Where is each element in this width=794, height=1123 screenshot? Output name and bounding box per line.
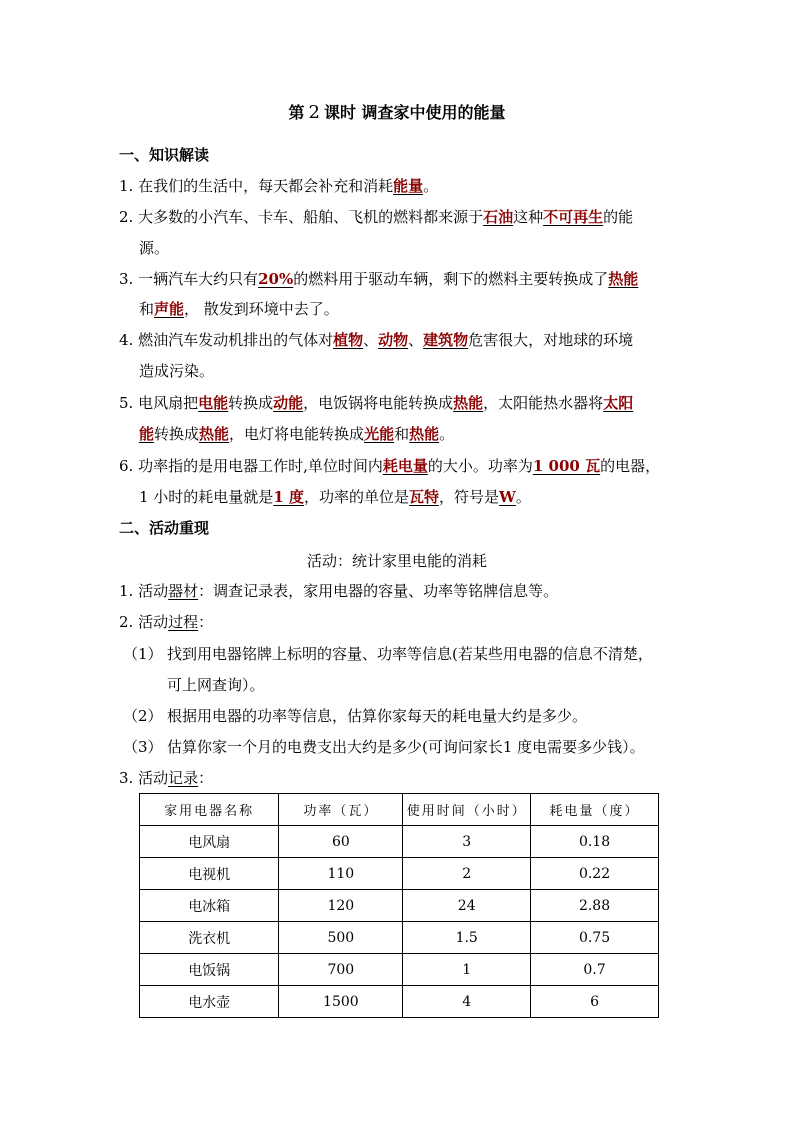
knowledge-item-6	[119, 456, 660, 476]
cell-appliance: 电饭锅	[140, 954, 279, 986]
cell-power: 500	[279, 922, 403, 954]
page-title	[0, 100, 794, 123]
table-row	[140, 858, 659, 890]
item-3-answer-percent: 20%	[258, 270, 294, 288]
cell-power: 60	[279, 826, 403, 858]
item-5-text-5: 转换成	[154, 425, 200, 443]
item-3-text: 3. 一辆汽车大约只有	[119, 270, 259, 288]
cell-consumption: 0.22	[531, 858, 659, 890]
item-4-text-2: 危害很大，对地球的环境	[468, 331, 634, 349]
item-2-answer-nonrenewable: 不可再生	[543, 208, 604, 226]
header-power: 功率（瓦）	[279, 794, 403, 826]
item-4-answer-buildings: 建筑物	[423, 331, 469, 349]
process-3-number: （3）	[123, 738, 163, 756]
item-6-answer-1kwh: 1 度	[273, 488, 304, 506]
step-1-text: ：调查记录表，家用电器的容量、功率等铭牌信息等。	[198, 582, 559, 600]
process-1-text: 找到用电器铭牌上标明的容量、功率等信息(若某些用电器的信息不清楚，	[167, 645, 653, 663]
item-4-sep-2: 、	[408, 331, 424, 349]
item-5-end: 。	[439, 425, 455, 443]
step-1-prefix: 1. 活动	[119, 582, 169, 600]
title-suffix: 课时 调查家中使用的能量	[323, 103, 506, 122]
item-5-text-4: ，太阳能热水器将	[483, 394, 604, 412]
cell-time: 3	[403, 826, 531, 858]
title-prefix: 第	[288, 103, 305, 122]
item-5-text-2: 转换成	[228, 394, 274, 412]
item-5-text-7: 和	[394, 425, 410, 443]
activity-title: 活动：统计家里电能的消耗	[306, 552, 487, 570]
cell-power: 110	[279, 858, 403, 890]
activity-step-2	[119, 612, 213, 632]
knowledge-item-3	[119, 269, 638, 289]
activity-step-1	[119, 581, 558, 601]
item-6-answer-symbol: W	[499, 488, 516, 506]
cell-consumption: 0.75	[531, 922, 659, 954]
knowledge-item-4-cont: 造成污染。	[139, 362, 215, 380]
step-2-prefix: 2. 活动	[119, 613, 169, 631]
item-6-answer-watt: 瓦特	[409, 488, 440, 506]
cell-power: 120	[279, 890, 403, 922]
cell-time: 1.5	[403, 922, 531, 954]
cell-consumption: 0.7	[531, 954, 659, 986]
item-4-answer-plants: 植物	[333, 331, 364, 349]
item-2-answer-oil: 石油	[483, 208, 514, 226]
cell-consumption: 0.18	[531, 826, 659, 858]
item-5-text: 5. 电风扇把	[119, 394, 199, 412]
table-header-row	[140, 794, 659, 826]
item-3-answer-sound: 声能	[154, 300, 185, 318]
item-5-answer-electric: 电能	[198, 394, 229, 412]
item-3-text-2: 的燃料用于驱动车辆，剩下的燃料主要转换成了	[293, 270, 609, 288]
process-1-number: （1）	[123, 645, 163, 663]
item-6-text-6: ，符号是	[439, 488, 500, 506]
item-3-text-3: 和	[139, 300, 155, 318]
knowledge-item-2	[119, 207, 633, 227]
cell-time: 24	[403, 890, 531, 922]
item-3-answer-heat: 热能	[608, 270, 639, 288]
item-5-answer-solar: 太阳	[603, 394, 634, 412]
item-3-text-4: ， 散发到环境中去了。	[184, 300, 339, 318]
table-row	[140, 826, 659, 858]
item-6-text: 6. 功率指的是用电器工作时,单位时间内	[119, 457, 383, 475]
item-6-text-3: 的电器，	[600, 457, 661, 475]
cell-appliance: 洗衣机	[140, 922, 279, 954]
process-1-cont: 可上网查询）。	[167, 676, 265, 694]
title-number: 2	[308, 102, 320, 123]
header-appliance: 家用电器名称	[140, 794, 279, 826]
item-6-text-4: 1 小时的耗电量就是	[139, 488, 274, 506]
table-row	[140, 986, 659, 1018]
section-heading-activity: 二、活动重现	[119, 519, 210, 537]
activity-step-3	[119, 768, 213, 788]
knowledge-item-3-cont	[139, 299, 339, 319]
process-3-text: 估算你家一个月的电费支出大约是多少(可询问家长1 度电需要多少钱）。	[167, 738, 645, 756]
process-2-text: 根据用电器的功率等信息，估算你家每天的耗电量大约是多少。	[167, 707, 588, 725]
cell-time: 4	[403, 986, 531, 1018]
item-5-text-6: ，电灯将电能转换成	[229, 425, 365, 443]
cell-consumption: 2.88	[531, 890, 659, 922]
item-2-text-2: 这种	[513, 208, 544, 226]
step-3-prefix: 3. 活动	[119, 769, 169, 787]
cell-power: 700	[279, 954, 403, 986]
section-heading-knowledge: 一、知识解读	[119, 146, 210, 164]
record-table	[139, 793, 659, 1018]
item-5-text-3: ，电饭锅将电能转换成	[303, 394, 454, 412]
item-6-text-2: 的大小。功率为	[427, 457, 533, 475]
step-2-keyword: 过程	[168, 613, 199, 631]
table-row	[140, 890, 659, 922]
knowledge-item-5-cont	[139, 424, 454, 444]
step-2-colon: ：	[198, 613, 214, 631]
item-6-text-5: ，功率的单位是	[303, 488, 409, 506]
step-3-colon: ：	[198, 769, 214, 787]
knowledge-item-2-cont: 源。	[139, 239, 170, 257]
step-1-keyword: 器材	[168, 582, 199, 600]
item-5-answer-heat-2: 热能	[199, 425, 230, 443]
item-5-answer-light: 光能	[364, 425, 395, 443]
item-2-text-3: 的能	[603, 208, 634, 226]
cell-time: 2	[403, 858, 531, 890]
cell-time: 1	[403, 954, 531, 986]
item-1-answer: 能量	[393, 177, 424, 195]
table-row	[140, 922, 659, 954]
item-6-end: 。	[515, 488, 531, 506]
item-5-answer-solar-2: 能	[139, 425, 155, 443]
item-5-answer-heat: 热能	[453, 394, 484, 412]
header-consumption: 耗电量（度）	[531, 794, 659, 826]
knowledge-item-6-cont	[139, 487, 531, 507]
item-1-end: 。	[423, 177, 439, 195]
header-usage-time: 使用时间（小时）	[403, 794, 531, 826]
cell-power: 1500	[279, 986, 403, 1018]
cell-appliance: 电水壶	[140, 986, 279, 1018]
cell-appliance: 电风扇	[140, 826, 279, 858]
table-row	[140, 954, 659, 986]
item-4-text: 4. 燃油汽车发动机排出的气体对	[119, 331, 334, 349]
cell-appliance: 电视机	[140, 858, 279, 890]
process-2-number: （2）	[123, 707, 163, 725]
knowledge-item-1	[119, 176, 438, 196]
item-4-answer-animals: 动物	[378, 331, 409, 349]
item-6-answer-1000w: 1 000 瓦	[532, 457, 601, 475]
item-2-text: 2. 大多数的小汽车、卡车、船舶、飞机的燃料都来源于	[119, 208, 484, 226]
knowledge-item-4	[119, 330, 633, 350]
item-5-answer-heat-3: 热能	[409, 425, 440, 443]
item-4-sep: 、	[363, 331, 379, 349]
step-3-keyword: 记录	[168, 769, 199, 787]
cell-appliance: 电冰箱	[140, 890, 279, 922]
item-1-text: 1. 在我们的生活中，每天都会补充和消耗	[119, 177, 394, 195]
knowledge-item-5	[119, 393, 633, 413]
item-6-answer-consumption: 耗电量	[382, 457, 428, 475]
item-5-answer-kinetic: 动能	[273, 394, 304, 412]
cell-consumption: 6	[531, 986, 659, 1018]
